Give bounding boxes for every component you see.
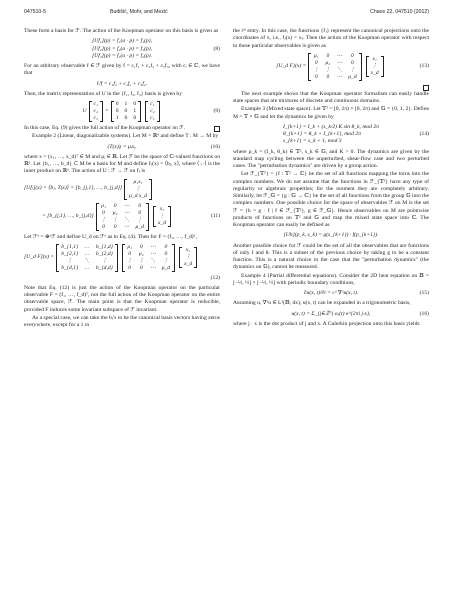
paragraph: the iᵗʰ entry. In this case, the functions {fⱼ} represent the canonical projections onto the coordinates of x, i.e., fⱼ(x) = xⱼ. Then the action of the Koopman operator with respect to these particular observables is given as	[233, 28, 429, 49]
equation-14	[233, 124, 429, 146]
equation-number: (11)	[210, 212, 220, 219]
vector: x₁ ⋮ x_d	[179, 247, 197, 268]
equation-uf	[24, 81, 220, 88]
equation-text: [Uh](p_k, s_k) = g(s_{k+1}) · f(p_{k+1}).	[283, 232, 379, 239]
paragraph: These form a basis for ℱ. The action of the Koopman operator on this basis is given as	[24, 28, 219, 34]
paragraph: where x = (x₁, …, x_d)ᵀ ∈ M and μᵢ ∈ ℝ. Let ℱ be the space of ℂ-valued functions on ℝᵈ. Let {b₁, …, b_d} ⊂ M be a basis for M and define fⱼ(x) = ⟨bⱼ, x⟩, where ⟨·,·⟩ is the inner product on ℝᵈ. The action of U : ℱ → ℱ on fⱼ is	[24, 153, 220, 175]
equation-number: (9)	[213, 107, 220, 114]
qed-icon	[214, 126, 220, 132]
paragraph: Let ℱ_{𝕋²} = {f : 𝕋² → ℂ} be the set of all functions mapping the torus into the complex numbers. We do not assume that the functions in ℱ_{𝕋²} have any type of regularity or algebraic properties; for the moment they are completely arbitrary. Similarly, let ℱ_𝔾 = {g : 𝔾 → ℂ} be the set of all functions from the group 𝔾 into the complex numbers. One possible choice for the space of observables ℱ on M is the set ℱ = {h = g · f | f ∈ ℱ_{𝕋²}, g ∈ ℱ_𝔾}. Hence observables on M are pointwise products of functions on 𝕋² and 𝔾 and map the mixed state space into ℂ. The Koopman operator can easily be defined as	[233, 171, 429, 228]
paragraph: For an arbitrary observable f ∈ ℱ given by f = c₁f₁ + c₂f₂ + c₃f₃, with cᵢ ∈ ℂ, we have that	[24, 63, 220, 77]
equation-9	[24, 101, 220, 122]
equation-text: =	[104, 107, 109, 114]
vector: c₁ c₂ c₃	[89, 101, 103, 122]
equation-text: [U_d F](x) =	[24, 254, 55, 261]
qed-row	[233, 84, 429, 90]
left-column	[24, 28, 220, 330]
paragraph: Example 2 (Linear, diagonalizable systems). Let M = ℝᵈ and define T : M → M by	[32, 133, 219, 140]
matrix: μ₁ 0 ⋯ 0 0 μ₂ ⋯ 0 ⋮ ⋮ ⋱ ⋮ 0 0 ⋯ μ_d	[122, 244, 175, 272]
equation-number: (16)	[419, 310, 429, 317]
equation-15	[233, 290, 429, 297]
equation-number: (10)	[210, 143, 220, 150]
paragraph: Assuming u, ∇²u ∈ L²(𝔹, dx), u(x, t) can be expanded in a trigonometric basis,	[233, 300, 411, 307]
vector: x₁ ⋮ x_d	[366, 56, 384, 77]
equation-12-number-row	[24, 275, 220, 282]
equation-11a	[24, 179, 220, 200]
equation-10	[24, 144, 220, 151]
matrix: 0 1 0 0 0 1 1 0 0	[111, 101, 141, 122]
equation-number: (12)	[210, 274, 220, 281]
equation-8	[24, 38, 220, 60]
equation-number: (13)	[419, 63, 429, 70]
equation-13	[233, 53, 429, 81]
paragraph: Example 3 (Mixed state space). Let 𝕋² = [0, 2π) × [0, 2π) and 𝔾 = {0, 1, 2}. Define M = 𝕋 × 𝔾 and let the dynamics be given by	[233, 106, 429, 120]
matrix: μ₁ 0 ⋯ 0 0 μ₂ ⋯ 0 ⋮ ⋮ ⋱ ⋮ 0 0 ⋯ μ_d	[96, 203, 149, 231]
equation-text: = [b_{j,1}, …, b_{j,d}]	[42, 212, 94, 219]
paragraph: As a special case, we can take the bⱼ's to be the canonical basis vectors having zeros everywhere, except for a 1 in	[24, 314, 220, 328]
equation-text: Uf = c₁f₃ + c₂f₁ + c₃f₂.	[96, 80, 148, 87]
paragraph: The next example shows that the Koopman operator formalism can easily handle state spaces that are mixtures of discrete and continuous domains.	[233, 90, 429, 104]
equation-line: [Uf₁](p) = f₁(a · p) = f₁(p),	[92, 38, 152, 45]
paragraph: where j · x is the dot product of j and x. A Galerkin projection onto this basis yields	[233, 320, 420, 327]
paragraph: In this case, Eq. (9) gives the full action of the Koopman operator on ℱ.	[24, 125, 220, 132]
authors: Budišić, Mohr, and Mezić	[110, 9, 168, 15]
equation-16	[233, 311, 429, 318]
equation-text: ∂u(x, t)/∂t = c² ∇²u(x, t).	[303, 290, 359, 296]
equation-line: θ_{k+1} = θ_k + I_{k+1}, mod 2π	[283, 131, 361, 137]
paragraph: Note that Eq. (12) is just the action of the Koopman operator on the particular observable F = (f₁, …, f_d)ᵀ, not the full action of the Koopman operator on the entire observable space, ℱ. The main point is that the Koopman operator is reducible, provided F induces some invariant subspace of ℱ invariant.	[24, 284, 220, 313]
equation-line: s_{k+1} = s_k + 1, mod 3	[283, 138, 342, 145]
paragraph: Another possible choice for ℱ could be the set of all the observables that are functions of only I and θ. This is a subset of the previous choice by taking g to be a constant function. This is a natural choice in the case that the "perturbation dynamics" (the dynamics on 𝔾), cannot be measured.	[233, 242, 429, 271]
vector: μ₁x₁ ⋮ μ_d x_d	[124, 179, 152, 200]
matrix: μ₁ 0 ⋯ 0 0 μ₂ ⋯ 0 ⋮ ⋮ ⋱ ⋮ 0 0 ⋯ μ_d	[308, 53, 361, 81]
vector: x₁ ⋮ x_d	[153, 206, 171, 227]
paragraph: Let ℱᵈ = ⊕ᵈℱ and define U_d on ℱᵈ as in Eq. (4). Then for F = (f₁, …, f_d)ᵀ,	[24, 233, 198, 240]
equation-number: (15)	[419, 290, 429, 296]
matrix: b_{1,1} … b_{1,d} b_{2,1} … b_{2,d} ⋮ ⋱ ⋮ b_{d,1} … b_{d,d}	[56, 244, 118, 272]
page-id: 047510-5	[24, 9, 46, 15]
equation-line: I_{k+1} = I_k + (s_k/2) K sin θ_k, mod 2π	[283, 123, 379, 130]
equation-text: u(x, t) = Σ_{j∈ℤ²} aⱼ(t) e^{2πi j·x},	[291, 310, 371, 317]
equation-line: [Uf₃](p) = f₃(a · p) = f₂(p).	[92, 52, 152, 59]
equation-text: [Ufⱼ](x) = ⟨bⱼ, T(x)⟩ = [b_{j,1}, …, b_{j,d}]	[24, 185, 123, 192]
right-column	[233, 28, 429, 329]
vector: c₁ c₂ c₃	[145, 101, 159, 122]
equation-11b	[24, 203, 220, 231]
journal-citation: Chaos 22, 047510 (2012)	[370, 9, 429, 15]
equation-text: [U_d F](x) =	[276, 63, 307, 70]
equation-number: (8)	[213, 45, 220, 52]
equation-uh	[233, 232, 429, 239]
equation-text: (T(x))ᵢ = μᵢxᵢ,	[107, 143, 137, 150]
paragraph: Then, the matrix representation of U in the {f₁, f₂, f₃} basis is given by	[24, 90, 183, 97]
qed-icon	[423, 85, 429, 91]
equation-text: U	[82, 107, 87, 114]
equation-number: (14)	[419, 131, 429, 137]
paragraph: Example 4 (Partial differential equations). Consider the 2D heat equation on 𝔹 = [−½, ½] × [−½, ½] with periodic boundary conditions,	[233, 272, 429, 286]
equation-line: [Uf₂](p) = f₂(a · p) = f₃(p),	[92, 45, 152, 52]
equation-12	[24, 244, 220, 272]
paragraph: where p_k = (I_k, θ_k) ∈ 𝕋², s_k ∈ 𝔾, and K > 0. The dynamics are given by the standard map cycling between the unperturbed, shear-flow case and two perturbed cases. The "perturbation dynamics" are driven by a group action.	[233, 148, 429, 169]
